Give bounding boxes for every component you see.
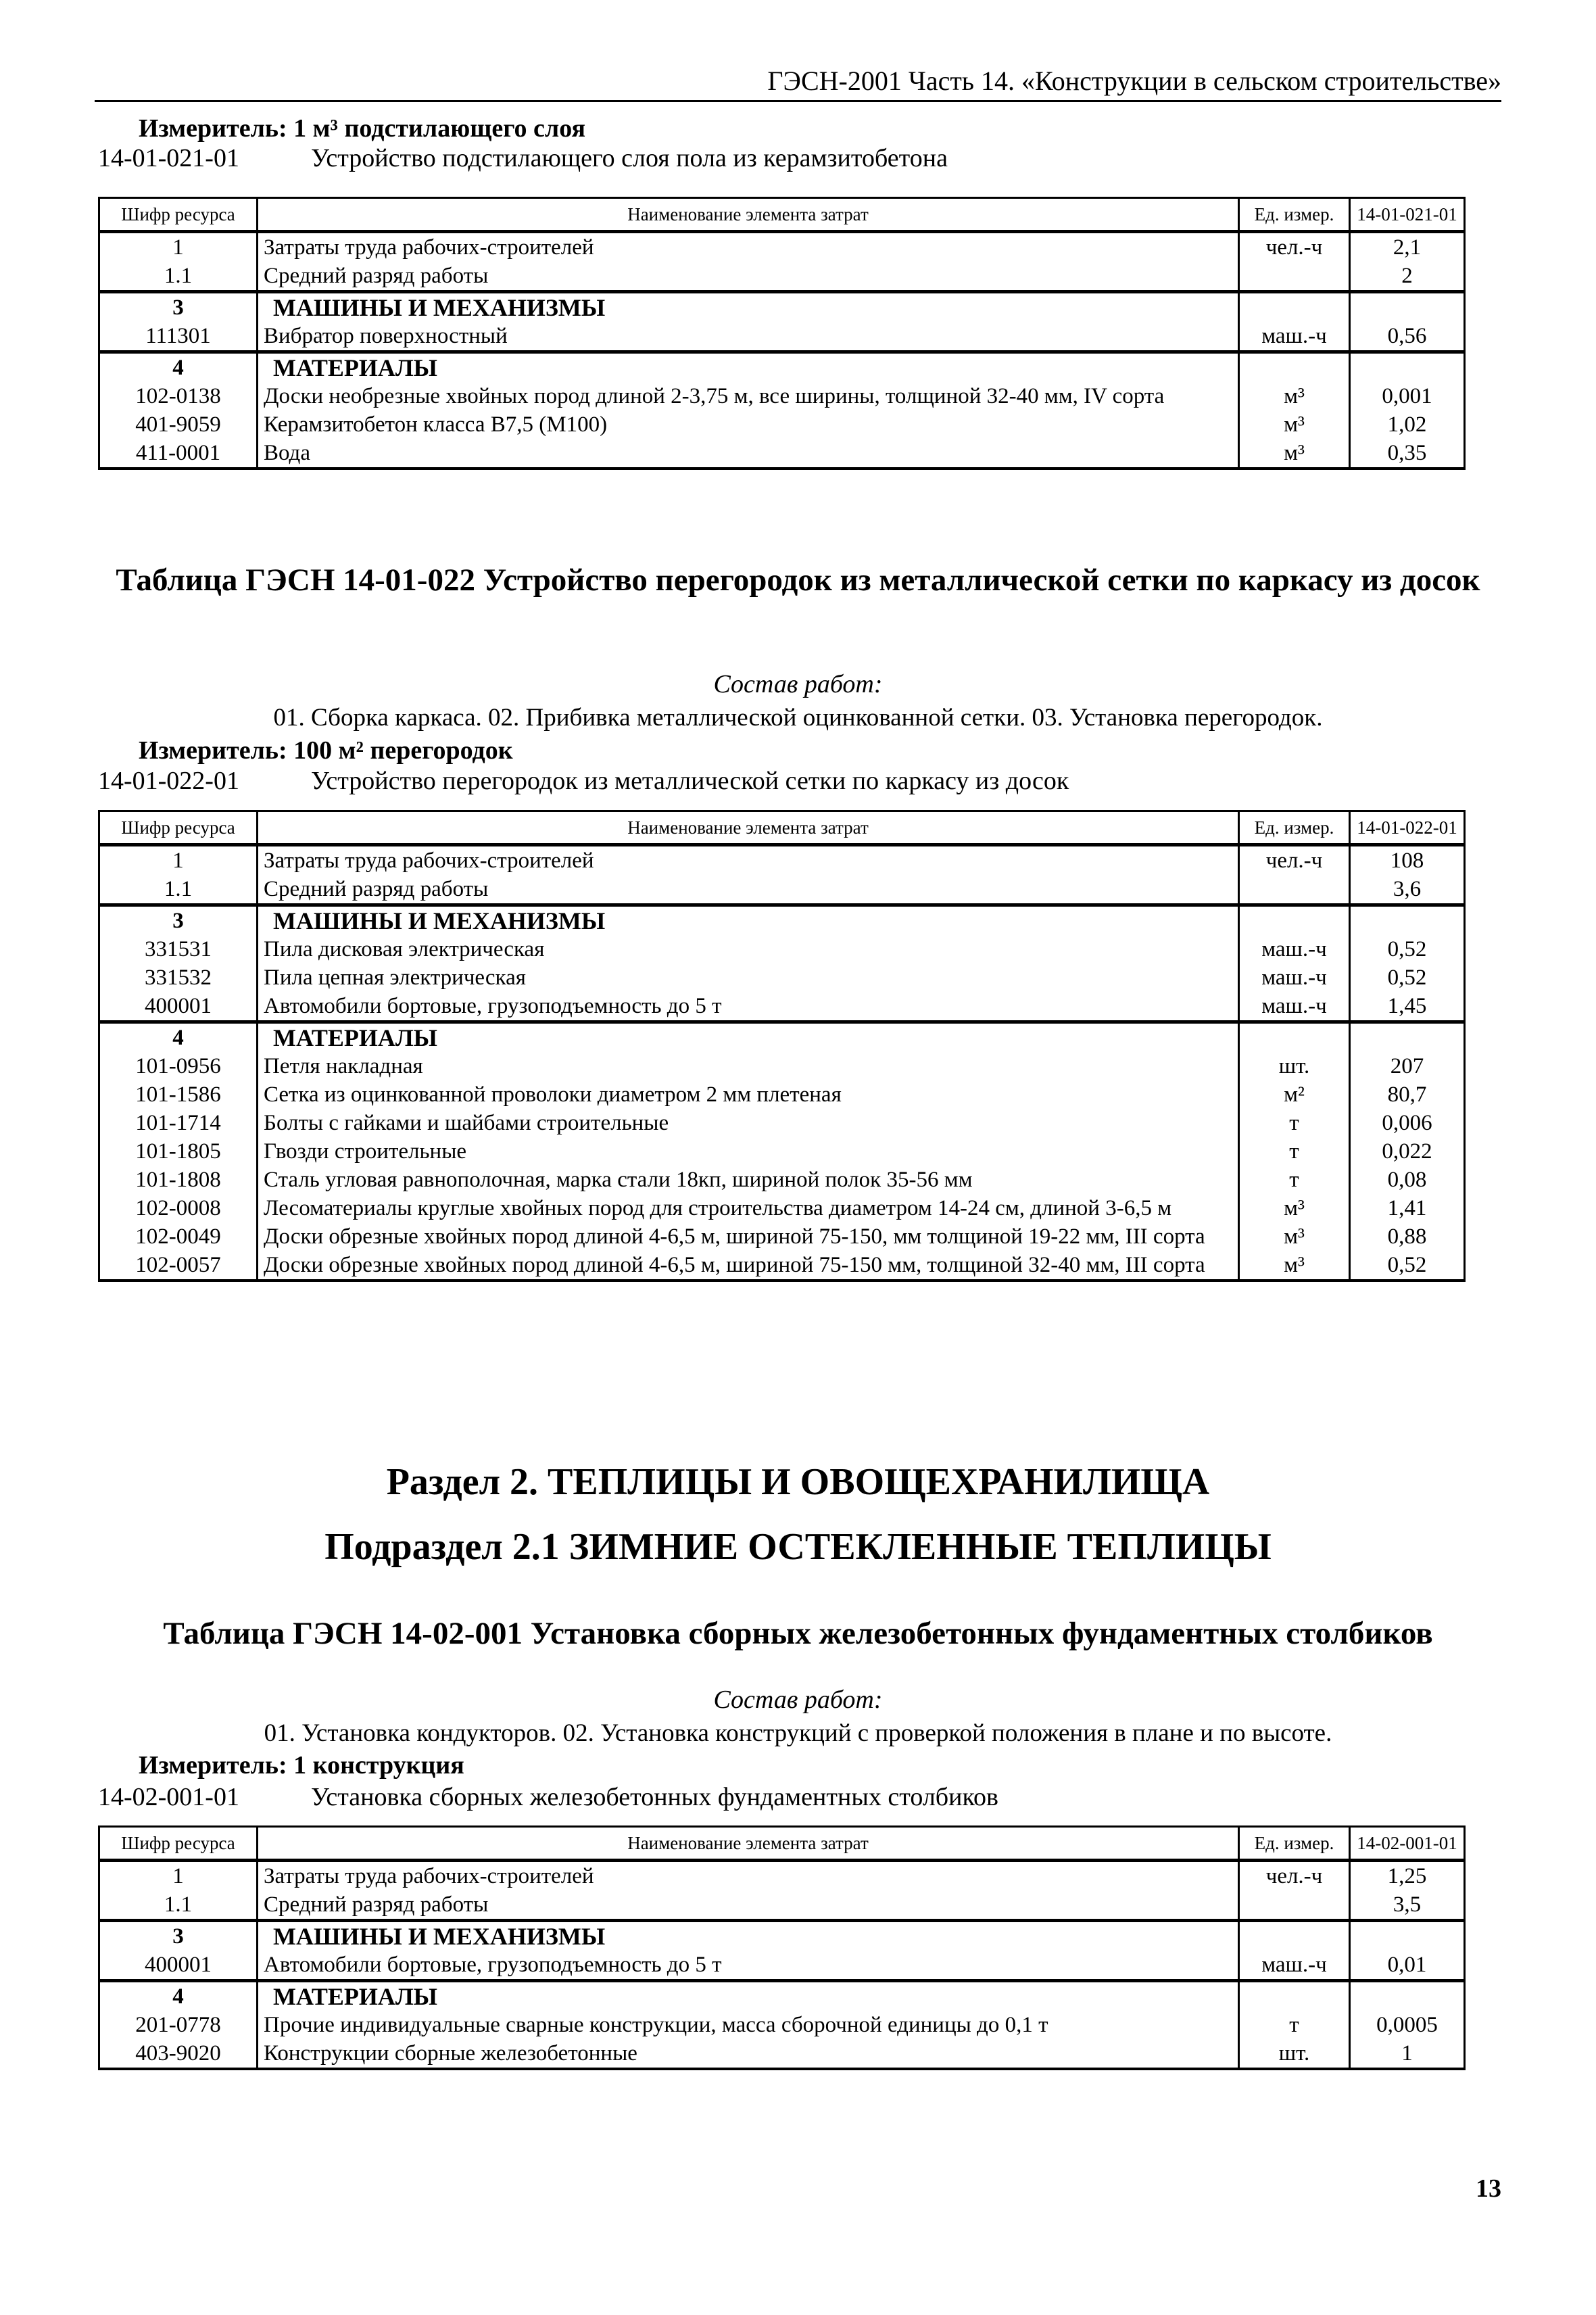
resource-group (99, 905, 1465, 1022)
norm-code: 14-01-022-01 (98, 767, 239, 795)
resource-code: 3 (99, 905, 258, 936)
table-title: Таблица ГЭСН 14-02-001 Установка сборных железобетонных фундаментных столбиков (163, 1616, 1433, 1651)
table-row (99, 1137, 1465, 1166)
resource-value: 3,6 (1350, 875, 1465, 905)
resource-value: 1 (1350, 2039, 1465, 2069)
resource-value: 80,7 (1350, 1080, 1465, 1109)
table-row (99, 992, 1465, 1022)
resource-name: МАТЕРИАЛЫ (258, 1022, 1239, 1053)
resource-name: МАШИНЫ И МЕХАНИЗМЫ (258, 292, 1239, 323)
resource-unit (1239, 1022, 1350, 1053)
table-title: Таблица ГЭСН 14-01-022 Устройство перегородок из металлической сетки по каркасу из досок (116, 563, 1480, 598)
running-header: ГЭСН-2001 Часть 14. «Конструкции в сельском строительстве» (95, 65, 1501, 102)
resource-code: 111301 (99, 322, 258, 352)
resource-code: 1 (99, 845, 258, 876)
resource-code: 400001 (99, 1951, 258, 1981)
column-header-name: Наименование элемента затрат (258, 198, 1239, 232)
resource-unit: маш.-ч (1239, 1951, 1350, 1981)
table-row (99, 262, 1465, 292)
group-header-row (99, 1921, 1465, 1951)
resource-code: 102-0138 (99, 382, 258, 410)
norm-table (98, 197, 1466, 470)
norm-code: 14-01-021-01 (98, 144, 239, 172)
resource-value: 0,52 (1350, 935, 1465, 963)
resource-unit: чел.-ч (1239, 845, 1350, 876)
resource-name: Затраты труда рабочих-строителей (258, 1861, 1239, 1891)
norm-title: Установка сборных железобетонных фундаментных столбиков (311, 1783, 998, 1811)
resource-value: 207 (1350, 1052, 1465, 1080)
resource-value: 0,52 (1350, 1251, 1465, 1281)
resource-name: Конструкции сборные железобетонные (258, 2039, 1239, 2069)
norm-title: Устройство подстилающего слоя пола из керамзитобетона (311, 144, 948, 172)
resource-unit (1239, 1981, 1350, 2011)
resource-code: 101-1714 (99, 1109, 258, 1137)
resource-name: Керамзитобетон класса В7,5 (М100) (258, 410, 1239, 439)
resource-unit (1239, 905, 1350, 936)
resource-name: Болты с гайками и шайбами строительные (258, 1109, 1239, 1137)
measure-unit: Измеритель: 1 конструкция (139, 1751, 464, 1780)
resource-name: Вибратор поверхностный (258, 322, 1239, 352)
resource-code: 102-0008 (99, 1194, 258, 1222)
norm-code-line (98, 143, 948, 173)
resource-code: 101-1808 (99, 1166, 258, 1194)
table-row (99, 2039, 1465, 2069)
resource-unit: м³ (1239, 382, 1350, 410)
resource-name: Доски обрезные хвойных пород длиной 4-6,5 м, шириной 75-150 мм, толщиной 32-40 мм, III сорта (258, 1251, 1239, 1281)
resource-name: Пила дисковая электрическая (258, 935, 1239, 963)
table-row (99, 382, 1465, 410)
section-title: Раздел 2. ТЕПЛИЦЫ И ОВОЩЕХРАНИЛИЩА (386, 1461, 1210, 1503)
page-number: 13 (1476, 2174, 1501, 2203)
table-row (99, 1166, 1465, 1194)
resource-value: 0,001 (1350, 382, 1465, 410)
works-label: Состав работ: (713, 670, 883, 698)
resource-name: Сетка из оцинкованной проволоки диаметром 2 мм плетеная (258, 1080, 1239, 1109)
resource-name: Автомобили бортовые, грузоподъемность до 5 т (258, 1951, 1239, 1981)
resource-unit: м³ (1239, 410, 1350, 439)
table-row (99, 1890, 1465, 1921)
resource-name: Затраты труда рабочих-строителей (258, 232, 1239, 262)
norm-code-line (98, 1782, 998, 1812)
resource-name: МАШИНЫ И МЕХАНИЗМЫ (258, 1921, 1239, 1951)
group-header-row (99, 352, 1465, 383)
resource-value (1350, 1921, 1465, 1951)
resource-name: Средний разряд работы (258, 262, 1239, 292)
resource-name: МАШИНЫ И МЕХАНИЗМЫ (258, 905, 1239, 936)
resource-value: 0,0005 (1350, 2011, 1465, 2039)
works-label: Состав работ: (713, 1686, 883, 1714)
column-header-value: 14-01-022-01 (1350, 811, 1465, 845)
resource-unit (1239, 1921, 1350, 1951)
resource-code: 201-0778 (99, 2011, 258, 2039)
table-row (99, 1052, 1465, 1080)
resource-value: 108 (1350, 845, 1465, 876)
resource-code: 4 (99, 352, 258, 383)
table-row (99, 935, 1465, 963)
resource-group (99, 1981, 1465, 2070)
table-row (99, 410, 1465, 439)
column-header-code: Шифр ресурса (99, 1827, 258, 1861)
resource-value (1350, 352, 1465, 383)
resource-group (99, 352, 1465, 469)
resource-name: Сталь угловая равнополочная, марка стали 18кп, шириной полок 35-56 мм (258, 1166, 1239, 1194)
resource-value: 0,88 (1350, 1222, 1465, 1251)
resource-name: Автомобили бортовые, грузоподъемность до 5 т (258, 992, 1239, 1022)
resource-unit (1239, 352, 1350, 383)
resource-group (99, 1921, 1465, 1981)
table-row (99, 963, 1465, 992)
column-header-code: Шифр ресурса (99, 811, 258, 845)
resource-code: 1 (99, 232, 258, 262)
resource-unit: м³ (1239, 1222, 1350, 1251)
subsection-title: Подраздел 2.1 ЗИМНИЕ ОСТЕКЛЕННЫЕ ТЕПЛИЦЫ (324, 1526, 1272, 1568)
resource-code: 1.1 (99, 875, 258, 905)
table-row (99, 1194, 1465, 1222)
resource-code: 102-0057 (99, 1251, 258, 1281)
resource-name: Затраты труда рабочих-строителей (258, 845, 1239, 876)
works-list: 01. Сборка каркаса. 02. Прибивка металлической оцинкованной сетки. 03. Установка перегородок. (273, 704, 1323, 732)
table-row (99, 1251, 1465, 1281)
resource-value: 0,52 (1350, 963, 1465, 992)
table-row (99, 1080, 1465, 1109)
norm-code-line (98, 766, 1069, 796)
resource-unit (1239, 875, 1350, 905)
resource-name: Доски обрезные хвойных пород длиной 4-6,5 м, шириной 75-150, мм толщиной 19-22 мм, III сорта (258, 1222, 1239, 1251)
norm-table (98, 1825, 1466, 2070)
table-row (99, 322, 1465, 352)
resource-name: Лесоматериалы круглые хвойных пород для строительства диаметром 14-24 см, длиной 3-6,5 м (258, 1194, 1239, 1222)
resource-name: Средний разряд работы (258, 875, 1239, 905)
group-header-row (99, 1022, 1465, 1053)
resource-value: 3,5 (1350, 1890, 1465, 1921)
table-row (99, 2011, 1465, 2039)
resource-unit: шт. (1239, 1052, 1350, 1080)
resource-value: 0,56 (1350, 322, 1465, 352)
resource-code: 401-9059 (99, 410, 258, 439)
resource-value (1350, 292, 1465, 323)
column-header-value: 14-02-001-01 (1350, 1827, 1465, 1861)
resource-name: Доски необрезные хвойных пород длиной 2-3,75 м, все ширины, толщиной 32-40 мм, IV сорта (258, 382, 1239, 410)
measure-unit: Измеритель: 1 м³ подстилающего слоя (139, 114, 586, 143)
resource-code: 331532 (99, 963, 258, 992)
column-header-name: Наименование элемента затрат (258, 1827, 1239, 1861)
resource-group (99, 845, 1465, 905)
norm-code: 14-02-001-01 (98, 1783, 239, 1811)
resource-value (1350, 905, 1465, 936)
table-row (99, 1861, 1465, 1891)
resource-value: 1,25 (1350, 1861, 1465, 1891)
resource-value: 0,006 (1350, 1109, 1465, 1137)
resource-value: 1,45 (1350, 992, 1465, 1022)
resource-code: 3 (99, 292, 258, 323)
resource-name: МАТЕРИАЛЫ (258, 1981, 1239, 2011)
resource-code: 400001 (99, 992, 258, 1022)
column-header-name: Наименование элемента затрат (258, 811, 1239, 845)
resource-unit: маш.-ч (1239, 935, 1350, 963)
norm-title: Устройство перегородок из металлической сетки по каркасу из досок (311, 767, 1069, 795)
resource-unit: маш.-ч (1239, 963, 1350, 992)
resource-code: 101-1586 (99, 1080, 258, 1109)
resource-unit: м³ (1239, 1194, 1350, 1222)
resource-group (99, 1861, 1465, 1921)
resource-unit: шт. (1239, 2039, 1350, 2069)
resource-value: 1,02 (1350, 410, 1465, 439)
resource-value (1350, 1981, 1465, 2011)
resource-unit (1239, 292, 1350, 323)
column-header-value: 14-01-021-01 (1350, 198, 1465, 232)
table-row (99, 232, 1465, 262)
resource-unit (1239, 1890, 1350, 1921)
group-header-row (99, 905, 1465, 936)
resource-value: 0,022 (1350, 1137, 1465, 1166)
resource-unit: маш.-ч (1239, 322, 1350, 352)
resource-code: 1.1 (99, 262, 258, 292)
resource-code: 101-1805 (99, 1137, 258, 1166)
resource-value (1350, 1022, 1465, 1053)
resource-code: 102-0049 (99, 1222, 258, 1251)
table-row (99, 1951, 1465, 1981)
table-row (99, 1109, 1465, 1137)
resource-code: 1.1 (99, 1890, 258, 1921)
resource-name: Вода (258, 439, 1239, 469)
resource-value: 1,41 (1350, 1194, 1465, 1222)
resource-code: 403-9020 (99, 2039, 258, 2069)
resource-code: 331531 (99, 935, 258, 963)
resource-unit: т (1239, 1137, 1350, 1166)
table-row (99, 439, 1465, 469)
resource-unit: т (1239, 1166, 1350, 1194)
resource-unit: маш.-ч (1239, 992, 1350, 1022)
table-row (99, 875, 1465, 905)
resource-unit: м³ (1239, 1251, 1350, 1281)
resource-code: 411-0001 (99, 439, 258, 469)
resource-value: 2 (1350, 262, 1465, 292)
resource-unit: т (1239, 1109, 1350, 1137)
column-header-unit: Ед. измер. (1239, 198, 1350, 232)
resource-group (99, 292, 1465, 352)
column-header-unit: Ед. измер. (1239, 811, 1350, 845)
resource-value: 0,08 (1350, 1166, 1465, 1194)
resource-unit: м² (1239, 1080, 1350, 1109)
resource-name: Петля накладная (258, 1052, 1239, 1080)
resource-unit: м³ (1239, 439, 1350, 469)
column-header-code: Шифр ресурса (99, 198, 258, 232)
resource-code: 1 (99, 1861, 258, 1891)
resource-name: Пила цепная электрическая (258, 963, 1239, 992)
resource-code: 4 (99, 1981, 258, 2011)
resource-unit (1239, 262, 1350, 292)
resource-group (99, 232, 1465, 292)
resource-name: Средний разряд работы (258, 1890, 1239, 1921)
resource-name: Прочие индивидуальные сварные конструкции, масса сборочной единицы до 0,1 т (258, 2011, 1239, 2039)
resource-unit: чел.-ч (1239, 232, 1350, 262)
works-list: 01. Установка кондукторов. 02. Установка конструкций с проверкой положения в плане и по высоте. (264, 1719, 1332, 1747)
resource-value: 0,35 (1350, 439, 1465, 469)
resource-value: 0,01 (1350, 1951, 1465, 1981)
resource-value: 2,1 (1350, 232, 1465, 262)
column-header-unit: Ед. измер. (1239, 1827, 1350, 1861)
resource-unit: т (1239, 2011, 1350, 2039)
norm-table (98, 810, 1466, 1282)
table-row (99, 845, 1465, 876)
group-header-row (99, 292, 1465, 323)
resource-group (99, 1022, 1465, 1281)
resource-unit: чел.-ч (1239, 1861, 1350, 1891)
group-header-row (99, 1981, 1465, 2011)
resource-name: Гвозди строительные (258, 1137, 1239, 1166)
resource-code: 3 (99, 1921, 258, 1951)
resource-code: 101-0956 (99, 1052, 258, 1080)
table-row (99, 1222, 1465, 1251)
resource-name: МАТЕРИАЛЫ (258, 352, 1239, 383)
measure-unit: Измеритель: 100 м² перегородок (139, 736, 513, 765)
resource-code: 4 (99, 1022, 258, 1053)
